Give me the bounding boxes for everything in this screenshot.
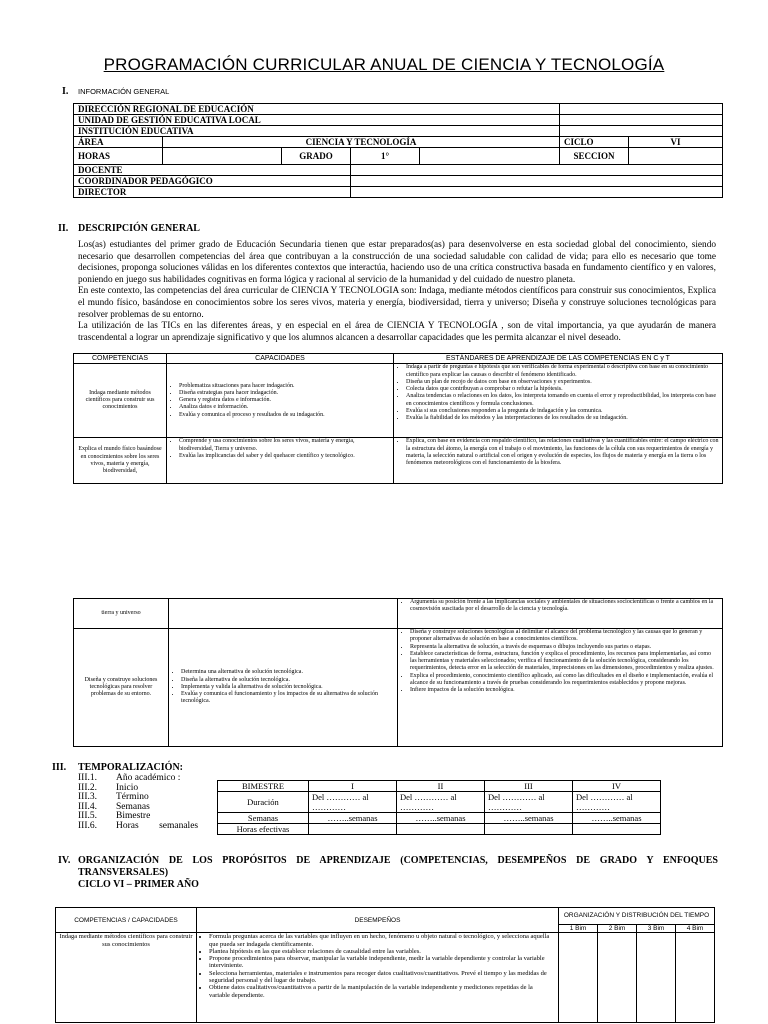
area-label: ÁREA: [74, 137, 163, 148]
capacity-item: • Diseña la alternativa de solución tecnológica.: [181, 677, 394, 684]
section-2-number: II.: [58, 223, 69, 234]
bim-header: 4 Bim: [676, 925, 715, 933]
list-item: III.3. Término: [78, 792, 149, 803]
general-info-table: [73, 103, 723, 198]
performance-item: • Obtiene datos cualitativos/cuantitativos a partir de la manipulación de la variable independiente y mediciones repetidas de la variable dependiente.: [209, 984, 555, 999]
capacity-item: • Diseña estrategias para hacer indagación.: [179, 390, 390, 397]
capacity-item: • Evalúa y comunica el proceso y resultados de su indagación.: [179, 412, 390, 419]
section-4-number: IV.: [58, 855, 71, 866]
section-1-title: INFORMACIÓN GENERAL: [78, 87, 170, 96]
horas-efectivas-label: Horas efectivas: [218, 824, 309, 835]
coordinador-label: COORDINADOR PEDAGÓGICO: [74, 176, 351, 187]
ugel-label: UNIDAD DE GESTIÓN EDUCATIVA LOCAL: [74, 115, 560, 126]
list-item: III.1. Año académico :: [78, 773, 181, 783]
duracion-cell: Del ………… al …………: [309, 792, 397, 813]
standard-item: • Infiere impactos de la solución tecnológica.: [410, 687, 719, 694]
capacity-item: • Analiza datos e información.: [179, 404, 390, 411]
list-item: III.4. Semanas: [78, 801, 150, 812]
temporalization-list: [78, 774, 218, 832]
bim-header: 1 Bim: [559, 925, 598, 933]
capacity-item: • Problematiza situaciones para hacer indagación.: [179, 383, 390, 390]
section-1-number: I.: [62, 86, 69, 97]
competency-cell: Indaga mediante métodos científicos para construir sus conocimientos: [56, 933, 197, 1023]
description-paragraph: Los(as) estudiantes del primer grado de Educación Secundaria tienen que estar preparados(as) para desenvolverse en esta sociedad global del conocimiento, siendo necesario que desarrollen competencias del área que contribuyan a la construcción de una sociedad saludable con calidad de vida; para ello es necesario que tome decisiones, proponga soluciones válidas en los diferentes contextos que interactúa, haciendo uso de una crítica constructiva basada en fundamento científico y en valores, poniendo en juego sus habilidades cognitivas en forma lógica y racional al servicio de la humanidad y del cuidado de nuestro planeta.: [78, 240, 716, 285]
semanas-cell: ……..semanas: [573, 813, 661, 824]
learning-purposes-table: [55, 907, 715, 1023]
bimester-table: [217, 780, 661, 835]
standard-item: • Establece características de forma, estructura, función y explica el procedimiento, los recursos para implementarlas, así como las herramientas y materiales seleccionados; verifica el funcionamiento de la solución tecnológica, considerando los requerimientos, detecta error en la selección de materiales, imprecisiones en las dimensiones, procedimientos y realiza ajustes.: [410, 651, 719, 673]
director-label: DIRECTOR: [74, 187, 351, 198]
competencies-table-continued: [73, 598, 723, 747]
description-paragraph: La utilización de las TICs en las diferentes áreas, y en especial en el área de CIENCIA Y TECNOLOGÍA , son de vital importancia, ya que ayudarán de manera trascendental a lograr un aprendizaje significativo y que los alumnos alcancen a desarrollar capacidades que les permita alcanzar el nivel deseado.: [78, 321, 716, 343]
semanas-cell: ……..semanas: [309, 813, 397, 824]
grado-value: 1°: [351, 148, 420, 165]
horas-label: HORAS: [74, 148, 163, 165]
competency-cell: Indaga mediante métodos científicos para construir sus conocimientos: [74, 364, 167, 438]
list-item: III.6. Horas semanales: [78, 820, 199, 831]
standard-item: • Explica, con base en evidencia con respaldo científico, las relaciones cualitativas y las cuantificables entre: el campo eléctrico con la estructura del átomo, la energía con el trabajo o el movimiento, las funciones de la célula con sus requerimientos de energía y materia, la selección natural o artificial con el origen y evolución de especies, los flujos de materia y energía en la tierra o los fenómenos meteorológicos con el funcionamiento de la biosfera.: [406, 438, 719, 467]
bim-header: 3 Bim: [637, 925, 676, 933]
capacity-item: • Genera y registra datos e información.: [179, 397, 390, 404]
semanas-cell: ……..semanas: [397, 813, 485, 824]
duracion-cell: Del ………… al …………: [573, 792, 661, 813]
general-description: [78, 240, 716, 344]
competency-cell: Diseña y construye soluciones tecnológicas para resolver problemas de su entorno.: [74, 629, 169, 747]
standard-item: • Indaga a partir de preguntas e hipótesis que son verificables de forma experimental o descriptiva con base en su conocimiento científico para explicar las causas o describir el fenómeno identificado.: [406, 364, 719, 379]
duracion-label: Duración: [218, 792, 309, 813]
ciclo-value: VI: [629, 137, 723, 148]
standard-item: • Colecta datos que contribuyan a comprobar o refutar la hipótesis.: [406, 386, 719, 393]
performance-item: • Formula preguntas acerca de las variables que influyen en un hecho, fenómeno u objeto natural o tecnológico, y selecciona aquella que pueda ser indagada científicamente.: [209, 933, 555, 948]
col-header-estandares: ESTÁNDARES DE APRENDIZAJE DE LAS COMPETENCIAS EN C y T: [394, 354, 723, 364]
section-4-title: ORGANIZACIÓN DE LOS PROPÓSITOS DE APRENDIZAJE (COMPETENCIAS, DESEMPEÑOS DE GRADO Y ENFOQUES TRANSVERSALES): [78, 855, 718, 878]
section-2-title: DESCRIPCIÓN GENERAL: [78, 223, 200, 234]
bimestre-2: II: [397, 781, 485, 792]
bimestre-1: I: [309, 781, 397, 792]
bimestre-4: IV: [573, 781, 661, 792]
competencies-table: [73, 353, 723, 484]
semanas-label: Semanas: [218, 813, 309, 824]
standard-item: • Explica el procedimiento, conocimiento científico aplicado, así como las dificultades en el diseño e implementación, evalúa el alcance de su funcionamiento a través de pruebas considerando los requerimientos establecidos y propone mejoras.: [410, 673, 719, 688]
standard-item: • Evalúa si sus conclusiones responden a la pregunta de indagación y las comunica.: [406, 408, 719, 415]
competency-cell: tierra y universo: [74, 599, 169, 629]
dre-label: DIRECCIÓN REGIONAL DE EDUCACIÓN: [74, 104, 560, 115]
section-4-subtitle: CICLO VI – PRIMER AÑO: [78, 879, 199, 890]
capacity-item: • Evalúa y comunica el funcionamiento y los impactos de su alternativa de solución tecnológica.: [181, 691, 394, 706]
section-3-title: TEMPORALIZACIÓN:: [78, 762, 184, 773]
semanas-cell: ……..semanas: [485, 813, 573, 824]
area-value: CIENCIA Y TECNOLOGÍA: [163, 137, 560, 148]
capacity-item: • Determina una alternativa de solución tecnológica.: [181, 669, 394, 676]
docente-label: DOCENTE: [74, 165, 351, 176]
performance-item: • Propone procedimientos para observar, manipular la variable independiente, medir la variable dependiente y controlar la variable interviniente.: [209, 955, 555, 970]
bimestre-label: BIMESTRE: [218, 781, 309, 792]
grado-label: GRADO: [282, 148, 351, 165]
description-paragraph: En este contexto, las competencias del área curricular de CIENCIA Y TECNOLOGIA son: Indaga, mediante métodos científicos para construir sus conocimientos, Explica el mundo físico, basándose en conocimientos sobre los seres vivos, materia y energía, biodiversidad, tierra y universo; Diseña y construye soluciones tecnológicas para resolver problemas de su entorno.: [78, 286, 716, 320]
performance-item: • Selecciona herramientas, materiales e instrumentos para recoger datos cualitativos/cuantitativos. Prevé el tiempo y las medidas de seguridad personal y del lugar de trabajo.: [209, 970, 555, 985]
col-header-competencias: COMPETENCIAS: [74, 354, 167, 364]
seccion-label: SECCION: [560, 148, 629, 165]
duracion-cell: Del ………… al …………: [485, 792, 573, 813]
competency-cell: Explica el mundo físico basándose en conocimientos sobre los seres vivos, materia y energía, biodiversidad,: [74, 438, 167, 484]
standard-item: • Evalúa la fiabilidad de los métodos y las interpretaciones de los resultados de su indagación.: [406, 415, 719, 422]
col-header-capacidades: CAPACIDADES: [167, 354, 394, 364]
bimestre-3: III: [485, 781, 573, 792]
capacity-item: • Evalúa las implicancias del saber y del quehacer científico y tecnológico.: [179, 453, 390, 460]
performance-item: • Plantea hipótesis en las que establece relaciones de causalidad entre las variables.: [209, 948, 555, 955]
bim-header: 2 Bim: [598, 925, 637, 933]
ciclo-label: CICLO: [560, 137, 629, 148]
capacity-item: • Implementa y valida la alternativa de solución tecnológica.: [181, 684, 394, 691]
list-item: III.2. Inicio: [78, 782, 139, 793]
duracion-cell: Del ………… al …………: [397, 792, 485, 813]
standard-item: • Diseña y construye soluciones tecnológicas al delimitar el alcance del problema tecnológico y las causas que lo generan y proponer alternativas de solución en base a conocimientos científicos.: [410, 629, 719, 644]
col-header-desempenos: DESEMPEÑOS: [197, 908, 559, 933]
ie-label: INSTITUCIÓN EDUCATIVA: [74, 126, 560, 137]
standard-item: • Diseña un plan de recojo de datos con base en observaciones y experimentos.: [406, 379, 719, 386]
standard-item: • Representa la alternativa de solución, a través de esquemas o dibujos incluyendo sus partes o etapas.: [410, 644, 719, 651]
col-header-competencias-capacidades: COMPETENCIAS / CAPACIDADES: [56, 908, 197, 933]
capacity-item: • Comprende y usa conocimientos sobre los seres vivos, materia y energía, biodiversidad, Tierra y universo.: [179, 438, 390, 453]
page-title: PROGRAMACIÓN CURRICULAR ANUAL DE CIENCIA Y TECNOLOGÍA: [103, 55, 665, 74]
standard-item: • Argumenta su posición frente a las implicancias sociales y ambientales de situaciones sociocientíficas o frente a cambios en la cosmovisión suscitada por el desarrollo de la ciencia y tecnología.: [410, 599, 719, 614]
col-header-organizacion: ORGANIZACIÓN Y DISTRIBUCIÓN DEL TIEMPO: [559, 908, 715, 925]
section-3-number: III.: [52, 762, 67, 773]
standard-item: • Analiza tendencias o relaciones en los datos, los interpreta tomando en cuenta el error y reproductibilidad, los interpreta con base en conocimientos científicos y formula conclusiones.: [406, 393, 719, 408]
list-item: III.5. Bimestre: [78, 811, 151, 822]
